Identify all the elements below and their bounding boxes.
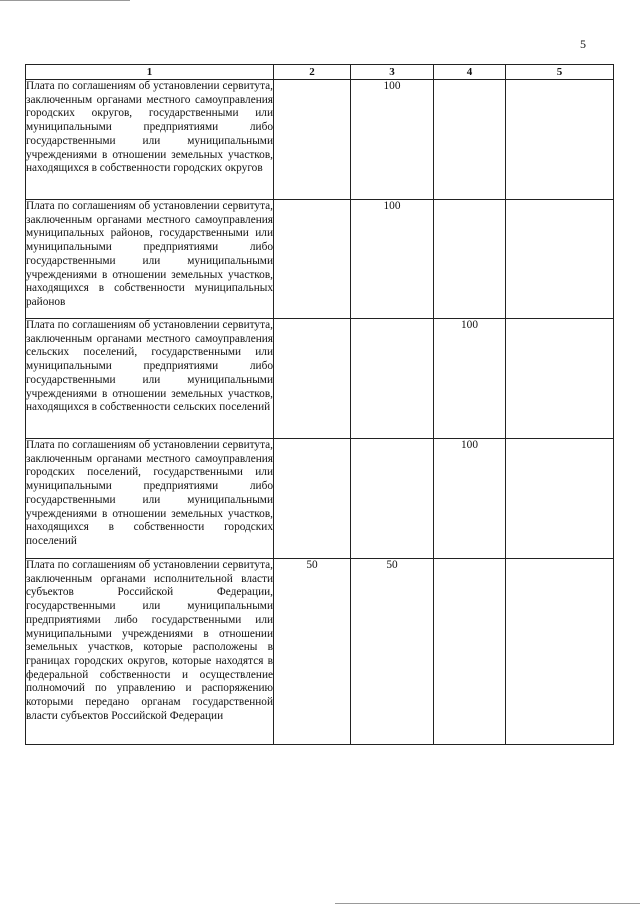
header-row: [26, 65, 614, 80]
row-description: Плата по соглашениям об установлении сервитута, заключенным органами местного самоуправления городских округов, государственными или муниципальными предприятиями либо государственными или муниципальными учреждениями в отношении земельных участков, находящихся в собственности городских округов: [26, 80, 274, 200]
header-col-3: 3: [351, 65, 434, 80]
revenue-distribution-table: [25, 64, 614, 745]
row-value-col-2: [274, 200, 351, 319]
scan-edge-top: [0, 0, 130, 1]
row-value-col-3: [351, 319, 434, 439]
table-row: [26, 200, 614, 319]
row-value-col-3: 50: [351, 559, 434, 745]
table-row: [26, 80, 614, 200]
row-value-col-5: [506, 559, 614, 745]
row-value-col-2: [274, 439, 351, 559]
row-description: Плата по соглашениям об установлении сервитута, заключенным органами местного самоуправления городских поселений, государственными или муниципальными предприятиями либо государственными или муниципальными учреждениями в отношении земельных участков, находящихся в собственности городских поселений: [26, 439, 274, 559]
row-value-col-5: [506, 80, 614, 200]
row-value-col-3: 100: [351, 80, 434, 200]
row-value-col-2: [274, 319, 351, 439]
page-number: 5: [580, 37, 586, 51]
row-value-col-4: [434, 80, 506, 200]
table-row: [26, 319, 614, 439]
header-col-1: 1: [26, 65, 274, 80]
row-value-col-5: [506, 319, 614, 439]
row-value-col-5: [506, 200, 614, 319]
row-value-col-4: 100: [434, 439, 506, 559]
header-col-4: 4: [434, 65, 506, 80]
scan-edge-bottom: [335, 903, 640, 904]
row-description: Плата по соглашениям об установлении сервитута, заключенным органами местного самоуправления сельских поселений, государственными или муниципальными предприятиями либо государственными или муниципальными учреждениями в отношении земельных участков, находящихся в собственности сельских поселений: [26, 319, 274, 439]
row-description: Плата по соглашениям об установлении сервитута, заключенным органами местного самоуправления муниципальных районов, государственными или муниципальными предприятиями либо государственными или муниципальными учреждениями в отношении земельных участков, находящихся в собственности муниципальных районов: [26, 200, 274, 319]
row-value-col-3: 100: [351, 200, 434, 319]
row-value-col-4: [434, 200, 506, 319]
row-description: Плата по соглашениям об установлении сервитута, заключенным органами исполнительной власти субъектов Российской Федерации, государственными или муниципальными предприятиями либо государственными или муниципальными учреждениями в отношении земельных участков, которые расположены в границах городских округов, которые находятся в федеральной собственности и осуществление полномочий по управлению и распоряжению которыми передано органам государственной власти субъектов Российской Федерации: [26, 559, 274, 745]
table-row: [26, 439, 614, 559]
row-value-col-4: 100: [434, 319, 506, 439]
row-value-col-5: [506, 439, 614, 559]
header-col-5: 5: [506, 65, 614, 80]
row-value-col-2: 50: [274, 559, 351, 745]
header-col-2: 2: [274, 65, 351, 80]
row-value-col-2: [274, 80, 351, 200]
row-value-col-4: [434, 559, 506, 745]
table-row: [26, 559, 614, 745]
row-value-col-3: [351, 439, 434, 559]
